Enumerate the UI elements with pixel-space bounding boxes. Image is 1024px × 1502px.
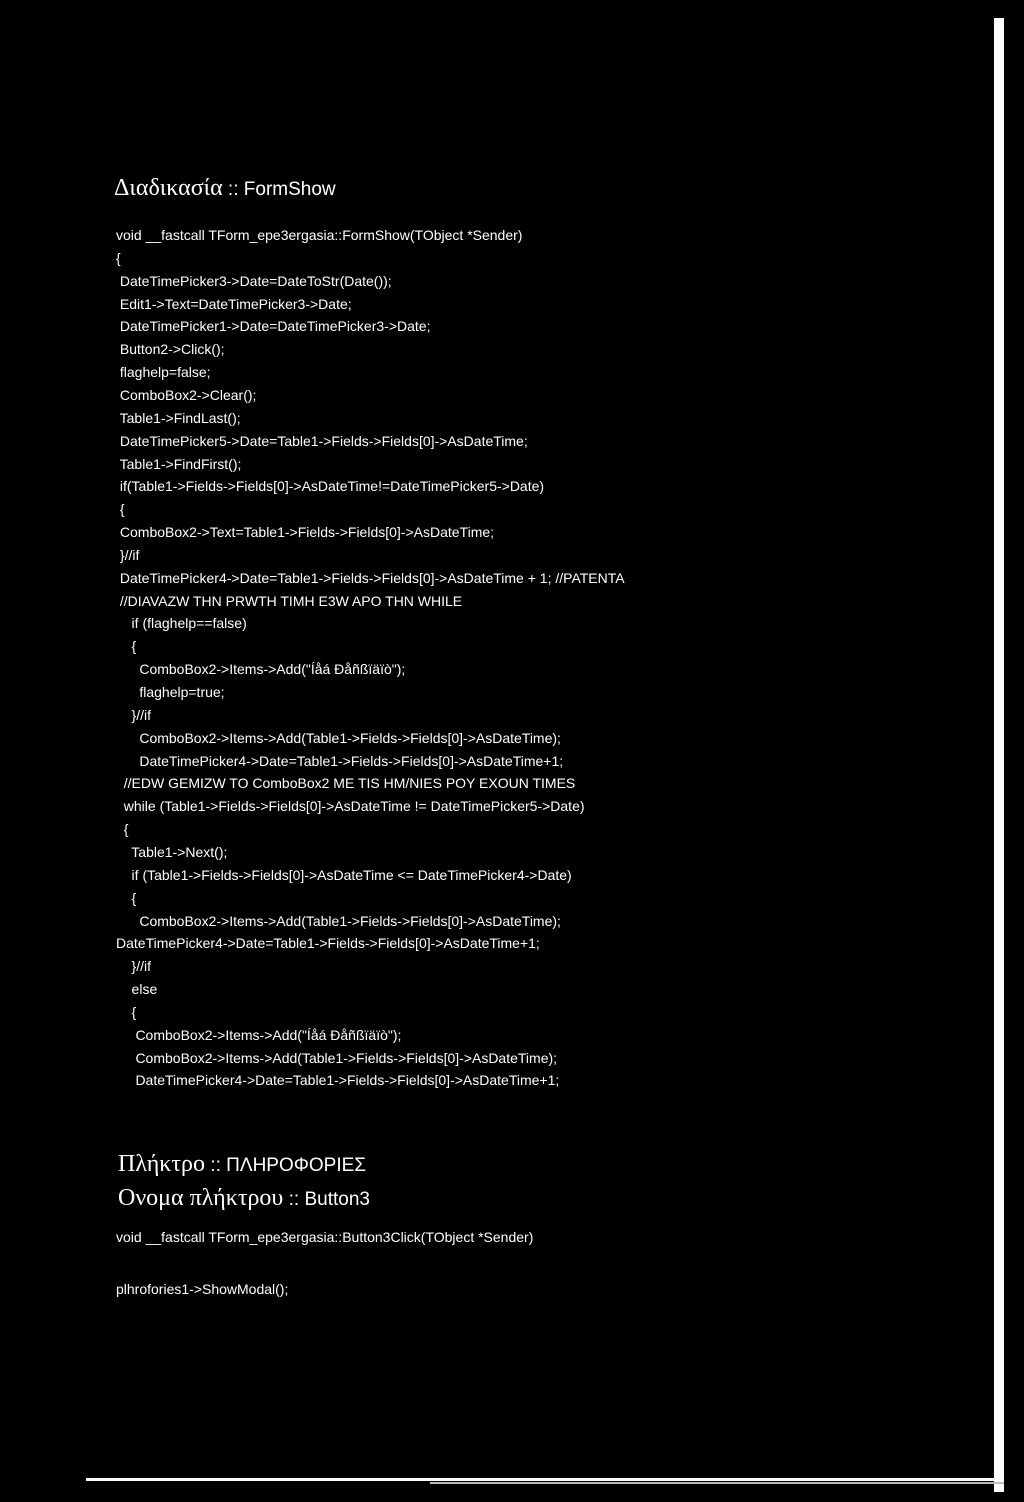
code-line: { xyxy=(116,249,121,266)
code-line: //EDW GEMIZW TO ComboBox2 ME TIS HM/NIES POY EXOUN TIMES xyxy=(116,775,576,792)
code-line: { xyxy=(116,821,129,838)
code-line: else xyxy=(116,981,158,998)
code-line: }//if xyxy=(116,706,152,723)
code-line: DateTimePicker1->Date=DateTimePicker3->Date; xyxy=(116,318,431,335)
code-line: void __fastcall TForm_epe3ergasia::Button3Click(TObject *Sender) xyxy=(116,1229,534,1245)
scan-edge-right xyxy=(994,18,1004,1492)
code-line: while (Table1->Fields->Fields[0]->AsDateTime != DateTimePicker5->Date) xyxy=(116,798,585,815)
code-line: ComboBox2->Items->Add(Table1->Fields->Fields[0]->AsDateTime); xyxy=(116,729,561,746)
code-line: DateTimePicker4->Date=Table1->Fields->Fields[0]->AsDateTime + 1; //PATENTA xyxy=(116,569,625,586)
code-line: ComboBox2->Clear(); xyxy=(116,386,257,403)
code-line: ComboBox2->Items->Add("Íåá Ðåñßïäïò"); xyxy=(116,661,406,678)
code-line: Table1->FindLast(); xyxy=(116,409,241,426)
code-line: ComboBox2->Items->Add(Table1->Fields->Fields[0]->AsDateTime); xyxy=(116,1049,558,1066)
section-heading-button-name: Ονομα πλήκτρου :: Button3 xyxy=(118,1185,370,1211)
code-line: //DIAVAZW THN PRWTH TIMH E3W APO THN WHILE xyxy=(116,592,463,609)
code-line: if (Table1->Fields->Fields[0]->AsDateTime <= DateTimePicker4->Date) xyxy=(116,866,572,883)
code-line: DateTimePicker3->Date=DateToStr(Date()); xyxy=(116,272,392,289)
code-line: ComboBox2->Items->Add(Table1->Fields->Fields[0]->AsDateTime); xyxy=(116,912,561,929)
code-line: { xyxy=(116,501,125,518)
code-line: flaghelp=false; xyxy=(116,364,211,381)
section-heading-button: Πλήκτρο :: ΠΛΗΡΟΦΟΡΙΕΣ xyxy=(118,1151,367,1177)
code-line: DateTimePicker4->Date=Table1->Fields->Fields[0]->AsDateTime+1; xyxy=(116,1072,560,1089)
code-line: DateTimePicker5->Date=Table1->Fields->Fields[0]->AsDateTime; xyxy=(116,432,528,449)
code-line: }//if xyxy=(116,958,152,975)
code-line: flaghelp=true; xyxy=(116,684,225,700)
code-line: plhrofories1->ShowModal(); xyxy=(116,1281,289,1297)
scan-edge-bottom xyxy=(86,1478,1004,1481)
section-heading-formshow: Διαδικασία :: FormShow xyxy=(114,175,336,201)
scan-edge-bottom-shadow xyxy=(430,1482,1004,1484)
code-line: }//if xyxy=(116,546,140,563)
code-line: if(Table1->Fields->Fields[0]->AsDateTime!=DateTimePicker5->Date) xyxy=(116,478,545,495)
code-line: { xyxy=(116,889,137,906)
code-line: ComboBox2->Items->Add("Íåá Ðåñßïäïò"); xyxy=(116,1026,402,1043)
code-line: Table1->FindFirst(); xyxy=(116,455,242,472)
code-line: { xyxy=(116,1003,137,1020)
code-line: Button2->Click(); xyxy=(116,341,225,358)
code-line: Edit1->Text=DateTimePicker3->Date; xyxy=(116,295,352,312)
code-line: if (flaghelp==false) xyxy=(116,615,247,632)
code-line: { xyxy=(116,638,137,655)
code-line: DateTimePicker4->Date=Table1->Fields->Fields[0]->AsDateTime+1; xyxy=(116,935,540,952)
code-line: ComboBox2->Text=Table1->Fields->Fields[0]->AsDateTime; xyxy=(116,524,495,541)
code-line: Table1->Next(); xyxy=(116,843,228,860)
code-line: DateTimePicker4->Date=Table1->Fields->Fields[0]->AsDateTime+1; xyxy=(116,752,564,769)
code-line: void __fastcall TForm_epe3ergasia::FormShow(TObject *Sender) xyxy=(116,227,523,243)
